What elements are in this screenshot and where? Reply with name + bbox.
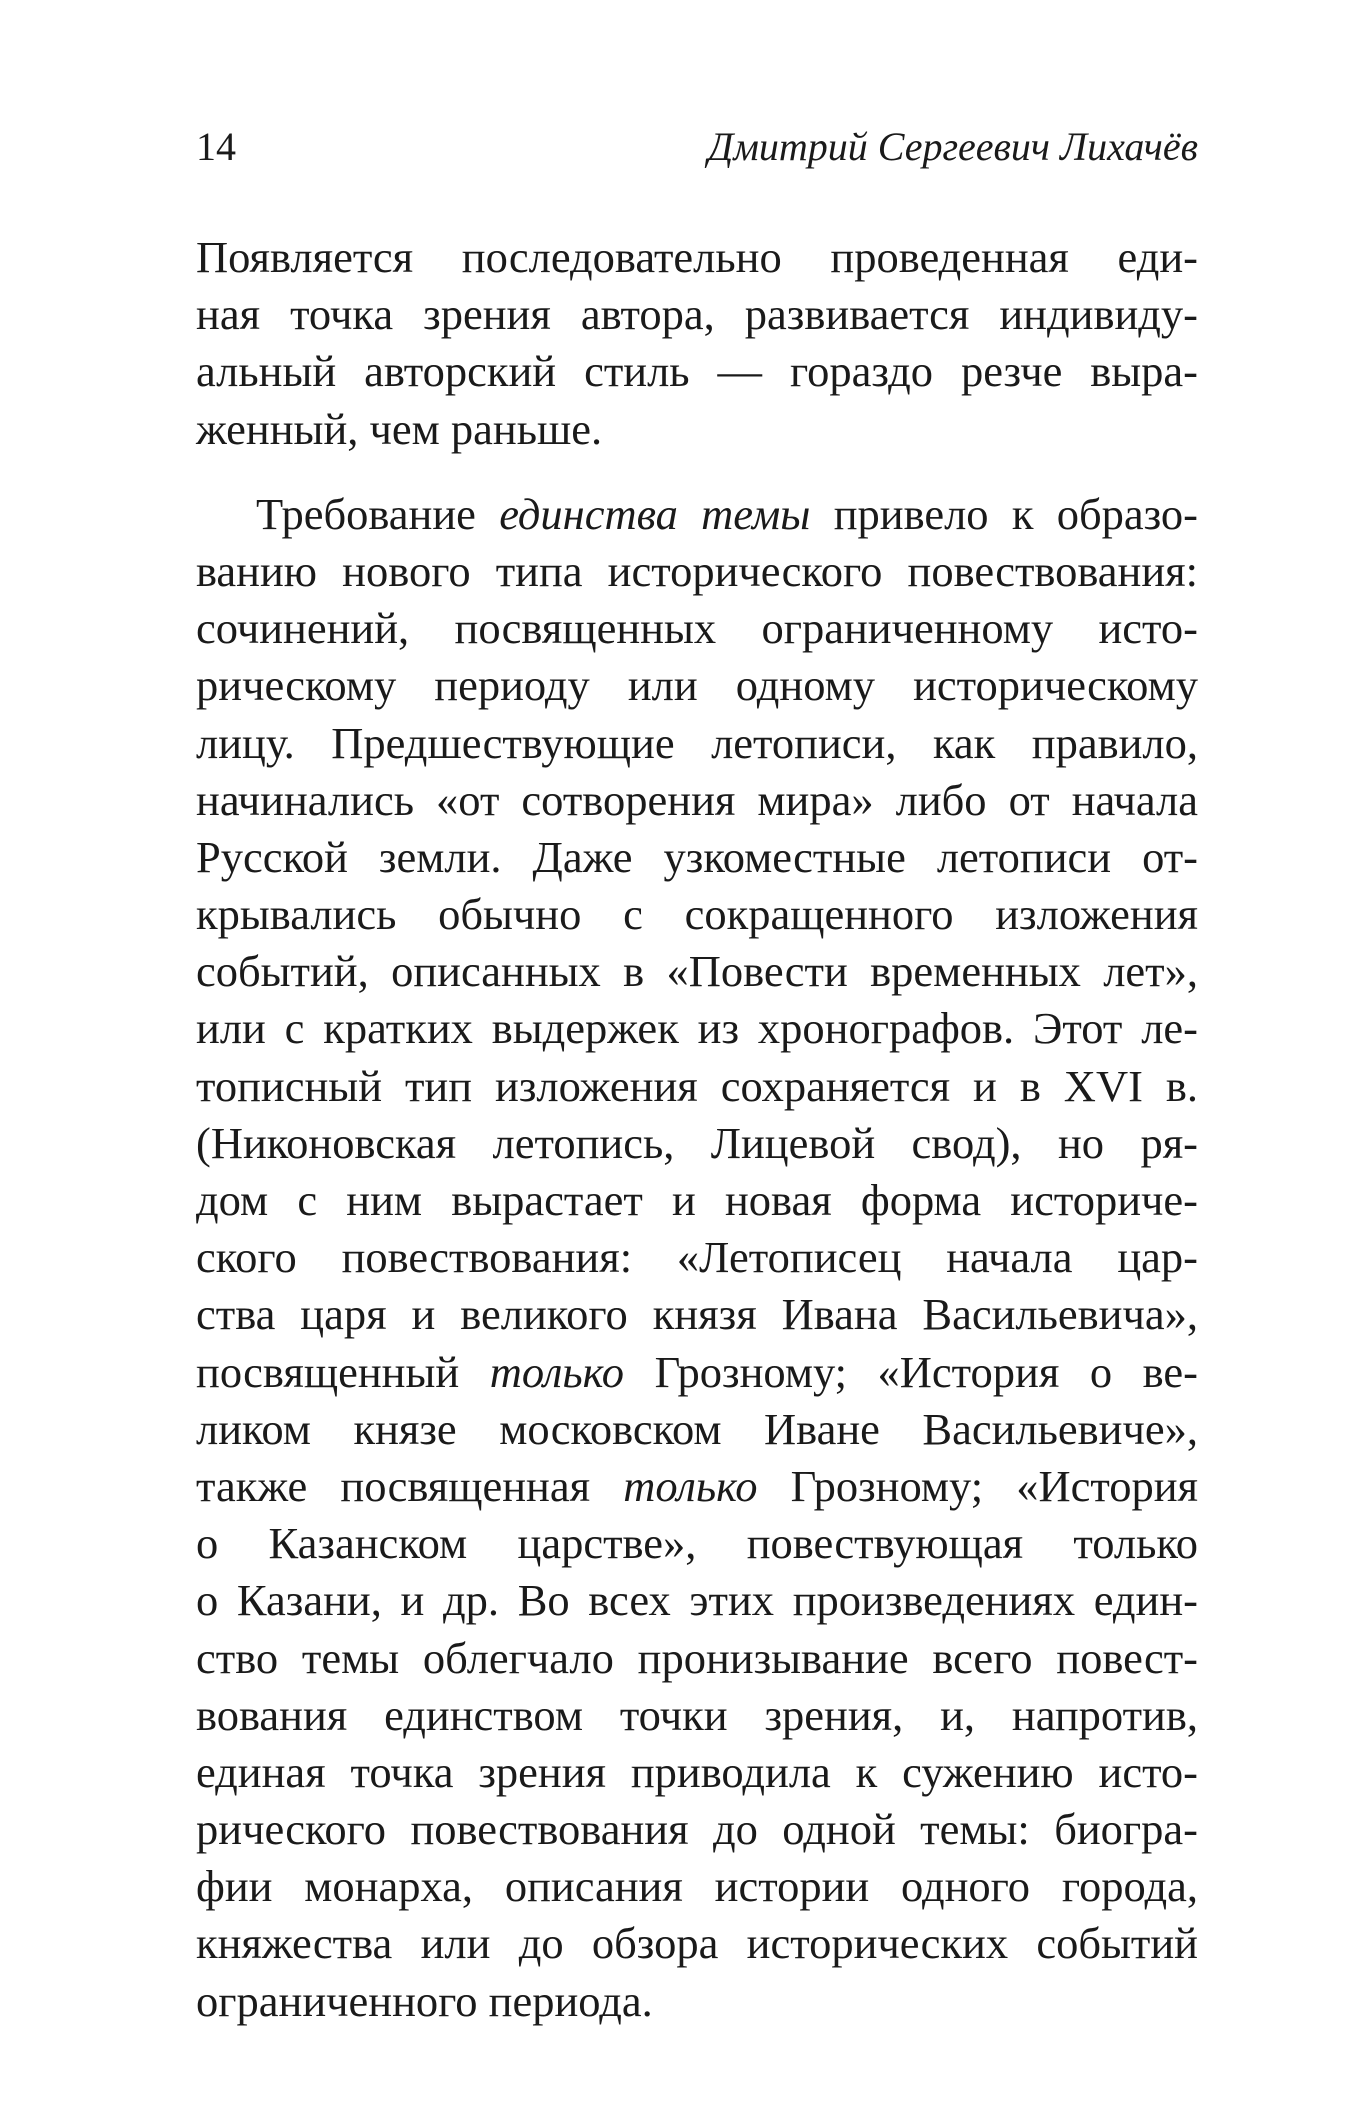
text-line: Русской земли. Даже узкоместные летописи от- (196, 831, 1198, 882)
body-text (196, 229, 1198, 2030)
text-line: о Казани, и др. Во всех этих произведениях един- (196, 1575, 1198, 1626)
text-line: вования единством точки зрения, и, напротив, (196, 1689, 1198, 1740)
text-line: ство темы облегчало пронизывание всего повест- (196, 1632, 1198, 1683)
text-run: привело к образо- (810, 488, 1198, 539)
text-line: или с кратких выдержек из хронографов. Этот ле- (196, 1003, 1198, 1054)
text-line (196, 1344, 1198, 1401)
page-number: 14 (196, 124, 236, 169)
italic-emphasis: только (489, 1346, 625, 1397)
text-line: ства царя и великого князя Ивана Васильевича», (196, 1289, 1198, 1340)
text-line: Появляется последовательно проведенная еди- (196, 232, 1198, 282)
text-line: рического повествования до одной темы: биогра- (196, 1804, 1198, 1855)
text-line: крывались обычно с сокращенного изложения (196, 889, 1198, 940)
text-line: начинались «от сотворения мира» либо от начала (196, 774, 1198, 825)
running-head (196, 122, 1198, 172)
text-run: Грозному; «История (757, 1460, 1198, 1511)
text-line: ликом князе московском Иване Васильевиче», (196, 1403, 1198, 1454)
text-line: (Никоновская летопись, Лицевой свод), но ря- (196, 1117, 1198, 1168)
text-line: событий, описанных в «Повести временных лет», (196, 946, 1198, 997)
italic-emphasis: единства темы (499, 488, 811, 539)
text-run: Грозному; «История о ве- (624, 1346, 1198, 1397)
text-line (196, 1458, 1198, 1515)
text-line: женный, чем раньше. (196, 403, 603, 454)
text-line: ского повествования: «Летописец начала цар- (196, 1232, 1198, 1283)
text-line: единая точка зрения приводила к сужению исто- (196, 1746, 1198, 1797)
text-line: фии монарха, описания истории одного города, (196, 1861, 1198, 1912)
text-run: Требование (256, 488, 500, 539)
text-line: ограниченного периода. (196, 1975, 653, 2026)
text-line: о Казанском царстве», повествующая только (196, 1518, 1198, 1569)
italic-emphasis: только (623, 1460, 758, 1511)
text-run: также посвященная (196, 1460, 624, 1511)
text-line: княжества или до обзора исторических событий (196, 1918, 1198, 1969)
text-line: тописный тип изложения сохраняется и в XVI в. (196, 1060, 1198, 1111)
text-line: альный авторский стиль — гораздо резче выра- (196, 346, 1198, 397)
text-line: рическому периоду или одному историческому (196, 660, 1198, 711)
text-line: ная точка зрения автора, развивается индивиду- (196, 289, 1198, 340)
text-line: ванию нового типа исторического повествования: (196, 545, 1198, 596)
text-run: посвященный (196, 1346, 490, 1397)
text-line: сочинений, посвященных ограниченному исто- (196, 603, 1198, 654)
text-line: лицу. Предшествующие летописи, как правило, (196, 717, 1198, 768)
paragraph (196, 486, 1198, 2030)
text-line (196, 486, 1198, 543)
text-line: дом с ним вырастает и новая форма историче- (196, 1175, 1198, 1225)
paragraph (196, 229, 1198, 458)
running-title: Дмитрий Сергеевич Лихачёв (707, 124, 1198, 169)
